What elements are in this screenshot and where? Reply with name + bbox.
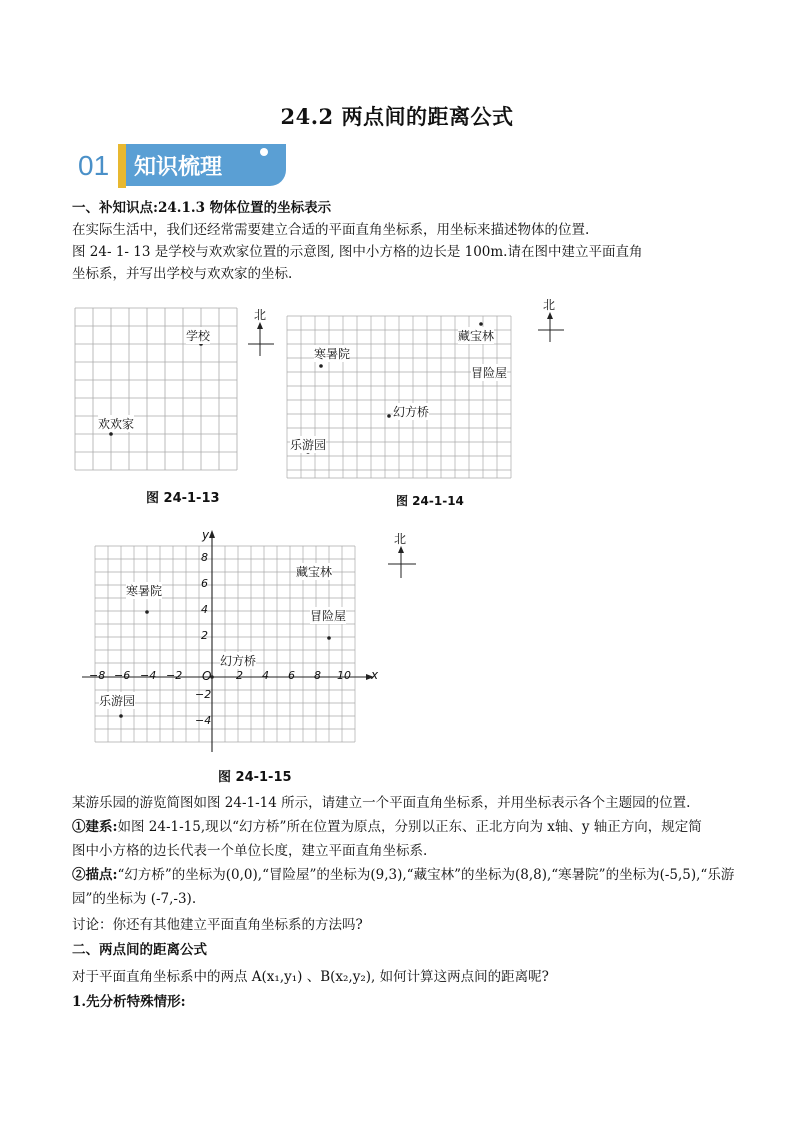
fig15-hanshuyuan-label: 寒暑院 [126,584,163,598]
figure-24-1-15 [70,524,390,756]
paragraph-2a: 图 24- 1- 13 是学校与欢欢家位置的示意图, 图中小方格的边长是 100m.请在图中建立平面直角 [72,244,643,260]
paragraph-4b: 图中小方格的边长代表一个单位长度，建立平面直角坐标系. [72,843,428,859]
fig15-huanfangqiao-label: 幻方桥 [220,654,257,668]
y-tick-neg2: −2 [195,688,212,701]
section-accent-bar [118,144,126,188]
x-tick-4: 4 [262,669,269,682]
x-tick-2: 2 [236,669,243,682]
paragraph-5b: 园”的坐标为 (-7,-3). [72,891,197,907]
y-tick-2: 2 [201,629,208,642]
section-number: 01 [78,150,110,181]
fig14-maoxianwu-label: 冒险屋 [471,366,508,380]
fig14-hanshuyuan-label: 寒暑院 [314,347,351,361]
heading-1: 一、补知识点:24.1.3 物体位置的坐标表示 [72,200,332,216]
north-label-1: 北 [254,308,267,322]
fig15-x-label: x [371,668,379,682]
fig13-home-label: 欢欢家 [98,417,135,431]
fig15-caption: 图 24-1-15 [218,770,292,785]
y-tick-6: 6 [201,577,208,590]
figure-24-1-13 [70,300,240,500]
x-tick-neg6: −6 [114,669,131,682]
compass-arrow-icon-1 [246,320,276,360]
x-tick-6: 6 [288,669,295,682]
x-tick-neg8: −8 [89,669,106,682]
paragraph-8: 1.先分析特殊情形: [72,994,186,1010]
step-1-text: 如图 24-1-15,现以“幻方桥”所在位置为原点，分别以正东、正北方向为 x轴、y 轴正方向，规定简 [117,819,702,835]
fig14-leyouyuan-label: 乐游园 [290,438,327,452]
x-tick-8: 8 [314,669,321,682]
section-dot-icon [260,148,268,156]
heading-2: 二、两点间的距离公式 [72,942,207,958]
home-point [109,432,113,436]
fig14-caption: 图 24-1-14 [396,494,464,508]
fig14-huanfangqiao-label: 幻方桥 [393,405,430,419]
north-label-3: 北 [394,532,407,546]
paragraph-4a [72,816,702,838]
y-tick-neg4: −4 [195,714,212,727]
fig15-origin-label: O [202,669,212,683]
step-2-text: “幻方桥”的坐标为(0,0),“冒险屋”的坐标为(9,3),“藏宝林”的坐标为(8,8),“寒暑院”的坐标为(-5,5),“乐游 [117,867,735,883]
fig15-maoxianwu-label: 冒险屋 [310,609,347,623]
paragraph-1: 在实际生活中，我们还经常需要建立合适的平面直角坐标系，用坐标来描述物体的位置. [72,222,590,238]
paragraph-2b: 坐标系，并写出学校与欢欢家的坐标. [72,266,293,282]
compass-arrow-icon-2 [536,310,566,346]
y-tick-4: 4 [201,603,208,616]
page-title: 24.2 两点间的距离公式 [280,104,514,129]
step-2-label: ②描点: [72,867,118,883]
fig15-y-label: y [202,528,210,542]
paragraph-3: 某游乐园的游览简图如图 24-1-14 所示，请建立一个平面直角坐标系，并用坐标表示各个主题园的位置. [72,795,691,811]
x-tick-10: 10 [337,669,351,682]
x-tick-neg4: −4 [140,669,157,682]
paragraph-6: 讨论：你还有其他建立平面直角坐标系的方法吗? [72,917,363,933]
fig13-school-label: 学校 [186,329,211,343]
north-label-2: 北 [543,298,556,312]
x-tick-neg2: −2 [166,669,183,682]
fig13-caption: 图 24-1-13 [146,491,220,506]
compass-arrow-icon-3 [386,544,418,582]
paragraph-5a [72,864,734,886]
section-label: 知识梳理 [134,155,223,180]
fig13-grid [75,308,237,470]
paragraph-7: 对于平面直角坐标系中的两点 A(x₁,y₁) 、B(x₂,y₂), 如何计算这两点间的距离呢? [72,969,549,985]
y-tick-8: 8 [201,551,208,564]
fig15-leyouyuan-label: 乐游园 [99,694,136,708]
fig14-cangbaolin-label: 藏宝林 [458,329,495,343]
step-1-label: ①建系: [72,819,118,835]
fig15-cangbaolin-label: 藏宝林 [296,565,333,579]
